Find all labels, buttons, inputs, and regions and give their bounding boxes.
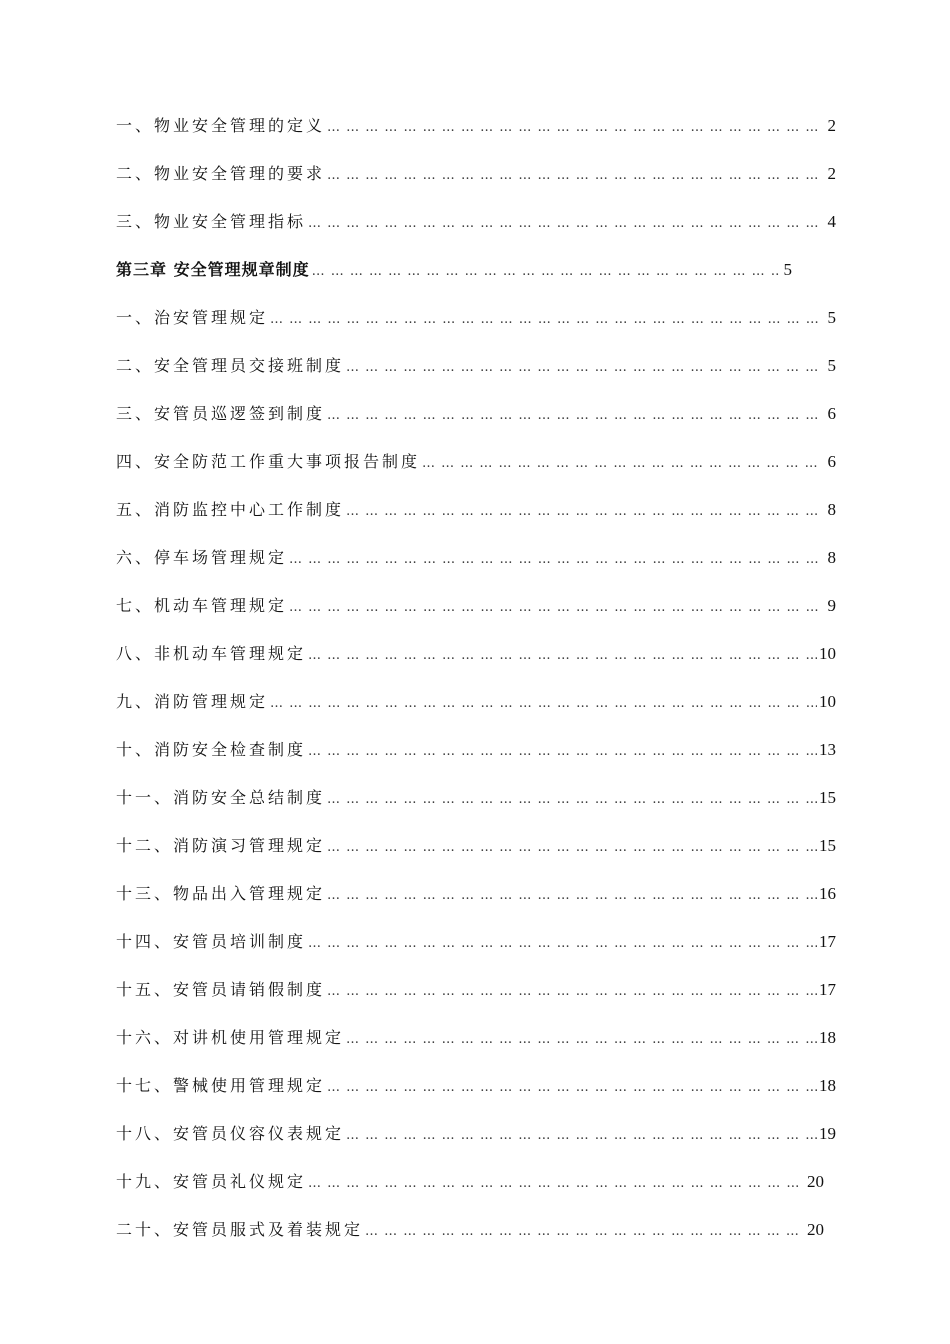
toc-entry-page: 18: [819, 1076, 836, 1095]
toc-chapter-title: 第三章 安全管理规章制度: [116, 260, 310, 279]
dot-leader: [346, 1032, 817, 1047]
toc-entry-page: 6: [827, 452, 836, 471]
toc-entry-title: 二十、安管员服式及着装规定: [116, 1220, 364, 1239]
toc-entry[interactable]: [116, 401, 836, 449]
toc-entry-title: 三、安管员巡逻签到制度: [116, 404, 326, 423]
toc-entry-title: 十一、消防安全总结制度: [116, 788, 326, 807]
toc-entry-page: 15: [819, 836, 836, 855]
dot-leader: [346, 1128, 817, 1143]
toc-entry-title: 十三、物品出入管理规定: [116, 884, 326, 903]
toc-entry[interactable]: [116, 305, 836, 353]
toc-entry-page: 20: [807, 1220, 824, 1239]
toc-entry-page: 5: [827, 308, 836, 327]
toc-entry-title: 九、消防管理规定: [116, 692, 269, 711]
toc-entry[interactable]: [116, 689, 836, 737]
toc-entry-title: 十八、安管员仪容仪表规定: [116, 1124, 345, 1143]
toc-entry[interactable]: [116, 449, 836, 497]
dot-leader: [308, 216, 824, 231]
dot-leader: [346, 360, 824, 375]
toc-entry[interactable]: [116, 1121, 836, 1169]
toc-entry[interactable]: [116, 1169, 824, 1217]
toc-entry-page: 8: [827, 548, 836, 567]
toc-entry-page: 8: [827, 500, 836, 519]
dot-leader: [308, 1176, 805, 1191]
dot-leader: [289, 552, 824, 567]
dot-leader: [327, 984, 817, 999]
toc-entry[interactable]: [116, 113, 836, 161]
toc-entry[interactable]: [116, 593, 836, 641]
toc-entry-page: 17: [819, 932, 836, 951]
toc-entry-page: 4: [827, 212, 836, 231]
toc-entry-title: 三、物业安全管理指标: [116, 212, 307, 231]
toc-entry-title: 六、停车场管理规定: [116, 548, 288, 567]
dot-leader: [327, 840, 817, 855]
toc-entry-title: 一、治安管理规定: [116, 308, 269, 327]
toc-entry-title: 八、非机动车管理规定: [116, 644, 307, 663]
toc-entry-title: 十五、安管员请销假制度: [116, 980, 326, 999]
dot-leader: [327, 168, 824, 183]
toc-entry-page: 18: [819, 1028, 836, 1047]
dot-leader: [308, 648, 817, 663]
toc-entry[interactable]: [116, 161, 836, 209]
toc-entry[interactable]: [116, 1073, 836, 1121]
toc-entry-page: 10: [819, 692, 836, 711]
toc-entry-title: 一、物业安全管理的定义: [116, 116, 326, 135]
toc-entry[interactable]: [116, 977, 836, 1025]
toc-entry[interactable]: [116, 929, 836, 977]
toc-entry[interactable]: [116, 881, 836, 929]
toc-entry[interactable]: [116, 1025, 836, 1073]
toc-entry[interactable]: [116, 785, 836, 833]
dot-leader: [308, 936, 817, 951]
dot-leader: [289, 600, 824, 615]
toc-entry-page: 15: [819, 788, 836, 807]
table-of-contents: [116, 113, 836, 1265]
toc-entry[interactable]: [116, 353, 836, 401]
toc-entry-page: 13: [819, 740, 836, 759]
dot-leader: [327, 408, 824, 423]
toc-entry-title: 七、机动车管理规定: [116, 596, 288, 615]
toc-entry-title: 十二、消防演习管理规定: [116, 836, 326, 855]
toc-entry-title: 五、消防监控中心工作制度: [116, 500, 345, 519]
toc-entry-title: 四、安全防范工作重大事项报告制度: [116, 452, 421, 471]
dot-leader: [327, 1080, 817, 1095]
toc-entry-title: 二、物业安全管理的要求: [116, 164, 326, 183]
toc-entry-page: 19: [819, 1124, 836, 1143]
toc-entry-page: 17: [819, 980, 836, 999]
toc-entry[interactable]: [116, 545, 836, 593]
dot-leader: [270, 696, 817, 711]
toc-entry[interactable]: [116, 497, 836, 545]
toc-entry-page: 9: [827, 596, 836, 615]
toc-entry[interactable]: [116, 1217, 824, 1265]
dot-leader: [312, 264, 780, 279]
toc-entry-title: 十九、安管员礼仪规定: [116, 1172, 307, 1191]
toc-entry-page: 2: [827, 116, 836, 135]
toc-entry-title: 十、消防安全检查制度: [116, 740, 307, 759]
dot-leader: [365, 1224, 805, 1239]
toc-entry-page: 10: [819, 644, 836, 663]
dot-leader: [327, 888, 817, 903]
toc-entry[interactable]: [116, 833, 836, 881]
dot-leader: [270, 312, 824, 327]
toc-chapter-entry[interactable]: [116, 257, 792, 305]
toc-entry-title: 十六、对讲机使用管理规定: [116, 1028, 345, 1047]
toc-entry-page: 5: [783, 260, 792, 279]
toc-entry[interactable]: [116, 737, 836, 785]
dot-leader: [422, 456, 824, 471]
dot-leader: [346, 504, 824, 519]
dot-leader: [308, 744, 817, 759]
toc-entry-page: 5: [827, 356, 836, 375]
toc-entry[interactable]: [116, 209, 836, 257]
toc-entry[interactable]: [116, 641, 836, 689]
toc-entry-title: 十七、警械使用管理规定: [116, 1076, 326, 1095]
toc-entry-page: 2: [827, 164, 836, 183]
toc-entry-page: 16: [819, 884, 836, 903]
dot-leader: [327, 792, 817, 807]
dot-leader: [327, 120, 824, 135]
toc-entry-title: 十四、安管员培训制度: [116, 932, 307, 951]
toc-entry-page: 20: [807, 1172, 824, 1191]
toc-entry-title: 二、安全管理员交接班制度: [116, 356, 345, 375]
toc-entry-page: 6: [827, 404, 836, 423]
